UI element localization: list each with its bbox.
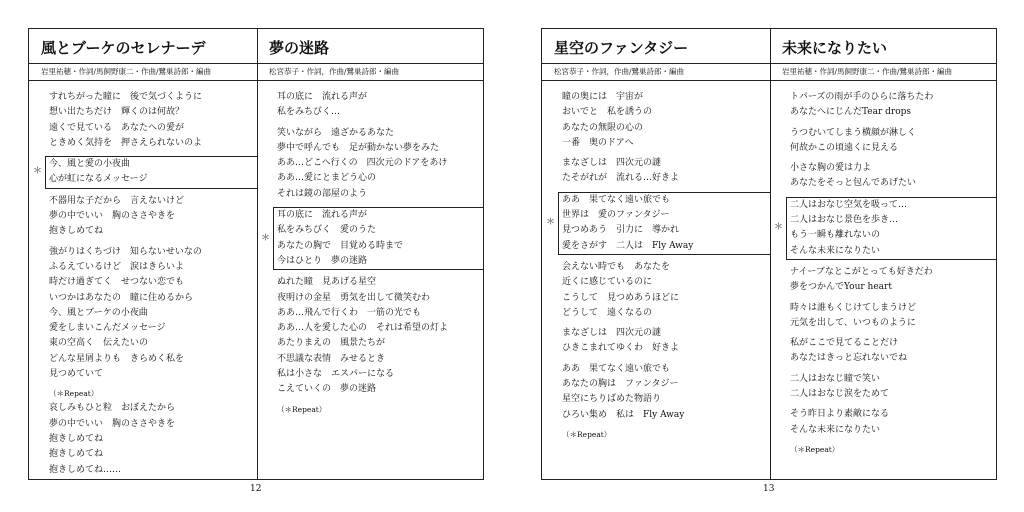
chorus-marker: ＊: [261, 233, 271, 244]
lyric-line: 不器用な子だから 言えないけど: [49, 195, 185, 206]
lyric-line: あたりまえの 風景たちが: [277, 338, 386, 349]
stanza: [790, 265, 996, 296]
lyric-line: 二人はおなじ涙をためて: [790, 389, 890, 400]
lyric-line: 私をみちびく 愛のうた: [277, 225, 377, 236]
lyric-line: それは鏡の部屋のよう: [277, 188, 368, 199]
chorus-stanza: [33, 156, 257, 189]
lyric-line: 夢の中でいい 胸のささやきを: [49, 418, 176, 429]
lyrics-body: [770, 81, 996, 457]
lyric-line: いつかはあなたの 瞳に住めるから: [49, 292, 194, 303]
song-credits: 岩里祐穂・作詞/馬飼野康二・作曲/鷺巣詩郎・編曲: [29, 64, 257, 81]
lyric-line: 二人はおなじ瞳で笑い: [790, 373, 881, 384]
lyrics-body: [257, 81, 483, 417]
song-title: 風とブーケのセレナーデ: [29, 29, 257, 64]
lyric-line: ああ…どこへ行くの 四次元のドアをあけ: [277, 158, 448, 169]
stanza: [562, 156, 770, 187]
chorus-marker: ＊: [774, 222, 784, 233]
chorus-marker: ＊: [33, 166, 43, 177]
stanza: [49, 245, 257, 383]
stanza: [49, 401, 257, 477]
lyric-line: もう一瞬も離れないの: [790, 230, 881, 241]
repeat-note: （＊Repeat）: [562, 429, 612, 439]
lyric-line: 私がここで見てることだけ: [790, 338, 899, 349]
chorus-marker: ＊: [546, 217, 556, 228]
song-column: [29, 29, 258, 479]
lyric-line: あなたはきっと忘れないでね: [790, 353, 908, 364]
lyric-line: 抱きしめてね: [49, 449, 104, 460]
lyric-line: 抱きしめてね……: [49, 464, 122, 475]
song-column: [542, 29, 771, 479]
stanza: [562, 362, 770, 423]
lyric-line: ひきこまれてゆくわ 好きよ: [562, 343, 680, 354]
lyric-line: 抱きしめてね: [49, 226, 104, 237]
stanza: [277, 90, 483, 121]
stanza: [49, 194, 257, 240]
lyric-line: こえていくの 夢の迷路: [277, 384, 377, 395]
stanza: [562, 326, 770, 357]
lyric-line: おいでと 私を誘うの: [562, 107, 653, 118]
repeat-note: （＊Repeat）: [277, 404, 327, 414]
stanza: [790, 161, 996, 192]
lyric-line: ああ…人を愛した心の それは希望の灯よ: [277, 323, 449, 334]
stanza: [277, 275, 483, 397]
page-number: 12: [250, 484, 262, 494]
stanza: [790, 301, 996, 332]
lyric-line: 耳の底に 流れる声が: [277, 92, 368, 102]
lyric-line: 愛をしまいこんだメッセージ: [49, 323, 166, 334]
lyric-line: ああ 果てなく遠い旅でも: [562, 194, 671, 205]
song-column: [770, 29, 996, 479]
lyric-line: あなたの胸は ファンタジー: [562, 379, 679, 390]
lyric-line: 会えない時でも あなたを: [562, 261, 671, 272]
song-title: 星空のファンタジー: [542, 29, 770, 64]
lyric-line: 東の空高く 伝えたいの: [49, 338, 149, 349]
lyric-line: すれちがった瞳に 後で気づくように: [49, 92, 203, 102]
lyric-line: 星空にちりばめた物語り: [562, 394, 662, 405]
lyric-line: あなたの胸で 目覚める時まで: [277, 240, 404, 251]
lyric-line: 今、風とブーケの小夜曲: [49, 307, 148, 318]
lyric-line: 夢をつかんでYour heart: [790, 282, 892, 293]
lyric-line: 二人はおなじ景色を歩き…: [790, 215, 899, 226]
repeat-note: （＊Repeat）: [790, 444, 840, 454]
lyric-line: 小さな胸の愛は力よ: [790, 163, 872, 174]
lyric-line: ああ…飛んで行くわ 一筋の光でも: [277, 307, 422, 318]
song-credits: 岩里祐穂・作詞/馬飼野康二・作曲/鷺巣詩郎・編曲: [770, 64, 996, 81]
lyric-line: どうして 遠くなるの: [562, 307, 653, 318]
song-column: [257, 29, 483, 479]
lyric-line: ナイーブなとこがとっても好きだわ: [790, 266, 933, 277]
lyric-line: たそがれが 流れる…好きよ: [562, 173, 680, 184]
lyric-line: 見つめあう 引力に 導かれ: [562, 225, 680, 236]
chorus-stanza: [774, 197, 996, 260]
page-number: 13: [763, 484, 775, 494]
lyric-line: 一番 奥のドアへ: [562, 137, 634, 148]
stanza: [790, 372, 996, 403]
lyric-line: 不思議な表情 みせるとき: [277, 353, 386, 364]
lyrics-body: [29, 81, 257, 478]
lyric-line: 愛をさがす 二人は Fly Away: [562, 240, 694, 251]
lyric-line: 想い出たちだけ 輝くのは何故？: [49, 107, 185, 118]
lyric-line: あなたをそっと包んであげたい: [790, 178, 917, 189]
lyric-line: こうして 見つめあうほどに: [562, 292, 680, 303]
lyric-line: 哀しみもひと粒 おぼえたから: [49, 403, 176, 414]
lyric-line: 見つめていて: [49, 369, 104, 380]
lyric-line: 心が虹になるメッセージ: [49, 174, 148, 185]
lyric-line: あなたへにじんだTear drops: [790, 107, 912, 118]
lyric-line: ふるえているけど 涙はきらいよ: [49, 261, 185, 272]
stanza: [790, 336, 996, 367]
stanza: [562, 260, 770, 321]
lyric-line: どんな星屑よりも きらめく私を: [49, 353, 185, 364]
lyric-line: 夢中で呼んでも 足が動かない夢をみた: [277, 142, 440, 153]
stanza: [790, 407, 996, 438]
song-title: 未来になりたい: [770, 29, 996, 64]
lyric-line: 何故かこの頃遠くに見える: [790, 142, 899, 153]
lyric-line: ああ…愛にとまどう心の: [277, 173, 377, 184]
left-page: [28, 28, 484, 480]
right-page: [541, 28, 997, 480]
lyric-line: 抱きしめてね: [49, 433, 104, 444]
song-title: 夢の迷路: [257, 29, 483, 64]
lyric-line: 強がりはくちづけ 知らないせいなの: [49, 246, 202, 257]
lyric-line: 笑いながら 遠ざかるあなた: [277, 127, 395, 138]
lyric-line: まなざしは 四次元の謎: [562, 158, 662, 169]
lyric-line: 瞳の奥には 宇宙が: [562, 92, 644, 102]
chorus-stanza: [261, 207, 483, 270]
lyric-line: ああ 果てなく遠い旅でも: [562, 363, 671, 374]
lyric-line: ときめく気持を 押さえられないのよ: [49, 137, 203, 148]
stanza: [562, 90, 770, 151]
lyric-line: そんな未来になりたい: [790, 245, 881, 256]
stanza: [790, 90, 996, 121]
lyric-line: トパーズの雨が手のひらに落ちたわ: [790, 92, 934, 102]
lyric-line: 遠くで見ている あなたへの愛が: [49, 122, 185, 133]
lyric-line: 時々は誰もくじけてしまうけど: [790, 302, 917, 313]
stanza: [49, 90, 257, 151]
lyric-line: 今はひとり 夢の迷路: [277, 255, 368, 266]
repeat-note: （＊Repeat）: [49, 389, 99, 399]
song-credits: 松宮恭子・作詞，作曲/鷺巣詩郎・編曲: [257, 64, 483, 81]
chorus-stanza: [546, 192, 770, 255]
lyrics-body: [542, 81, 770, 442]
lyric-line: 時だけ過ぎてく せつない恋でも: [49, 277, 185, 288]
lyric-line: 私は小さな エスパーになる: [277, 369, 395, 380]
lyric-line: うつむいてしまう横顔が淋しく: [790, 127, 917, 138]
lyric-line: そんな未来になりたい: [790, 424, 881, 435]
lyric-line: あなたの無限の心の: [562, 122, 644, 133]
lyric-line: 私をみちびく…: [277, 107, 341, 118]
lyric-line: そう昨日より素敵になる: [790, 409, 890, 420]
lyric-line: 今、風と愛の小夜曲: [49, 159, 131, 170]
stanza: [277, 126, 483, 202]
lyric-line: 近くに感じているのに: [562, 277, 653, 288]
lyric-line: まなざしは 四次元の謎: [562, 328, 662, 339]
lyric-line: 元気を出して、いつものように: [790, 317, 916, 328]
lyric-line: ひろい集め 私は Fly Away: [562, 409, 685, 420]
lyric-line: 夢の中でいい 胸のささやきを: [49, 211, 176, 222]
song-credits: 松宮恭子・作詞，作曲/鷺巣詩郎・編曲: [542, 64, 770, 81]
lyric-line: 耳の底に 流れる声が: [277, 210, 368, 221]
lyric-line: 二人はおなじ空気を吸って…: [790, 199, 908, 210]
lyric-line: 世界は 愛のファンタジー: [562, 210, 670, 221]
lyric-line: 夜明けの金星 勇気を出して微笑むわ: [277, 292, 431, 303]
stanza: [790, 126, 996, 157]
lyric-line: ぬれた瞳 見あげる星空: [277, 277, 377, 288]
